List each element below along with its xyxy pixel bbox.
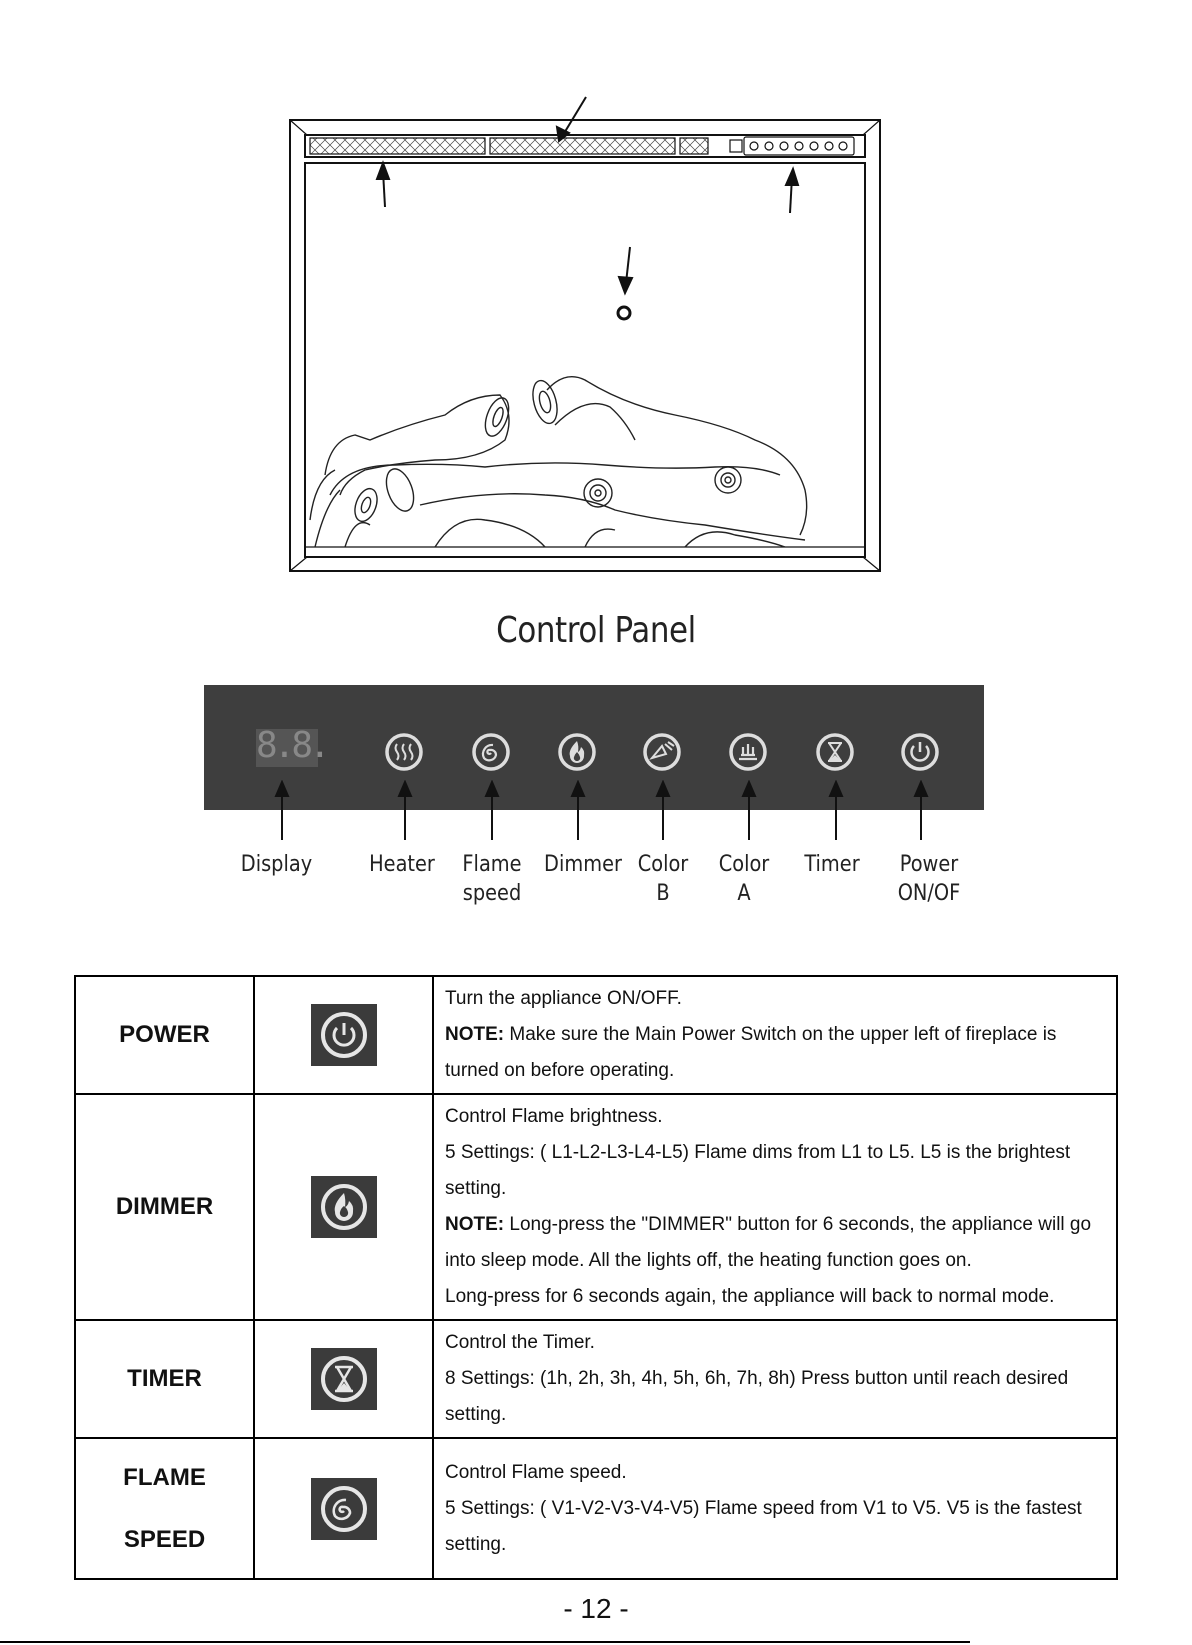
dimmer-note-label: NOTE:	[445, 1214, 505, 1235]
dimmer-icon[interactable]	[555, 730, 599, 774]
label-power	[889, 850, 968, 908]
label-power-line2: ON/OF	[897, 881, 961, 906]
color-a-icon[interactable]	[726, 730, 770, 774]
label-heater: Heater	[369, 852, 435, 877]
label-color-b-line1: Color	[637, 852, 689, 877]
mini-control-panel	[744, 137, 854, 155]
timer-description	[433, 1320, 1117, 1438]
heater-icon[interactable]	[382, 730, 426, 774]
timer-line2: 8 Settings: (1h, 2h, 3h, 4h, 5h, 6h, 7h, 8h) Press button until reach desired setting.	[445, 1368, 1069, 1425]
display-digits: 8.8.	[256, 725, 327, 766]
flame-speed-line2: 5 Settings: ( V1-V2-V3-V4-V5) Flame speed from V1 to V5. V5 is the fastest setting.	[445, 1497, 1082, 1555]
power-icon	[311, 1004, 377, 1066]
flame-speed-name-2: SPEED	[123, 1525, 206, 1553]
power-description	[433, 976, 1117, 1094]
label-color-a-line1: Color	[718, 852, 770, 877]
dimmer-icon	[311, 1176, 377, 1238]
power-line1: Turn the appliance ON/OFF.	[445, 988, 682, 1009]
dimmer-description	[433, 1094, 1117, 1320]
color-b-icon[interactable]	[640, 730, 684, 774]
label-flame: Flame	[462, 852, 522, 877]
power-note-label: NOTE:	[445, 1024, 505, 1045]
flame-speed-name-1: FLAME	[123, 1463, 206, 1491]
label-color-b	[632, 850, 694, 908]
label-color-a-line2: A	[737, 881, 751, 906]
panel-arrows	[204, 780, 984, 850]
dimmer-note	[445, 1207, 1106, 1279]
label-power-line1: Power	[899, 852, 959, 877]
left-vent	[310, 138, 485, 154]
power-note-text: Make sure the Main Power Switch on the upper left of fireplace is turned on before operating.	[445, 1024, 1057, 1081]
bottom-rule	[0, 1641, 970, 1643]
label-timer: Timer	[804, 852, 860, 877]
table-row-timer	[75, 1320, 1117, 1438]
flame-speed-icon-box	[311, 1478, 377, 1540]
dimmer-note-text: Long-press the "DIMMER" button for 6 seconds, the appliance will go into sleep mode. All the lights off, the heating function goes on.	[445, 1214, 1092, 1271]
timer-icon	[311, 1348, 377, 1410]
label-color-a	[713, 850, 775, 908]
fireplace-illustration	[285, 95, 885, 575]
sensor-dot	[618, 307, 630, 319]
label-dimmer: Dimmer	[544, 852, 622, 877]
label-speed: speed	[462, 881, 522, 906]
timer-line1: Control the Timer.	[445, 1332, 595, 1353]
flame-speed-icon	[311, 1478, 377, 1540]
timer-name: TIMER	[75, 1320, 254, 1438]
flame-speed-description	[433, 1438, 1117, 1579]
dimmer-line4: Long-press for 6 seconds again, the appliance will back to normal mode.	[445, 1286, 1055, 1307]
dimmer-name: DIMMER	[75, 1094, 254, 1320]
timer-icon[interactable]	[813, 730, 857, 774]
flame-speed-icon[interactable]	[469, 730, 513, 774]
timer-icon-box	[311, 1348, 377, 1410]
flame-speed-line1: Control Flame speed.	[445, 1461, 627, 1483]
control-panel-title: Control Panel	[496, 610, 696, 651]
function-table	[74, 975, 1118, 1580]
label-color-b-line2: B	[656, 881, 670, 906]
power-icon-box	[311, 1004, 377, 1066]
dimmer-icon-box	[311, 1176, 377, 1238]
power-name: POWER	[75, 976, 254, 1094]
table-row-dimmer	[75, 1094, 1117, 1320]
label-flame-speed	[457, 850, 527, 908]
dimmer-line1: Control Flame brightness.	[445, 1106, 663, 1127]
log-set	[310, 377, 807, 547]
power-icon[interactable]	[898, 730, 942, 774]
center-vent	[490, 138, 675, 154]
table-row-flame-speed	[75, 1438, 1117, 1579]
flame-speed-name	[75, 1438, 254, 1579]
power-note	[445, 1017, 1106, 1089]
dimmer-line2: 5 Settings: ( L1-L2-L3-L4-L5) Flame dims from L1 to L5. L5 is the brightest setting.	[445, 1142, 1071, 1199]
page-number: - 12 -	[563, 1593, 629, 1624]
table-row-power	[75, 976, 1117, 1094]
label-display: Display	[240, 852, 313, 877]
